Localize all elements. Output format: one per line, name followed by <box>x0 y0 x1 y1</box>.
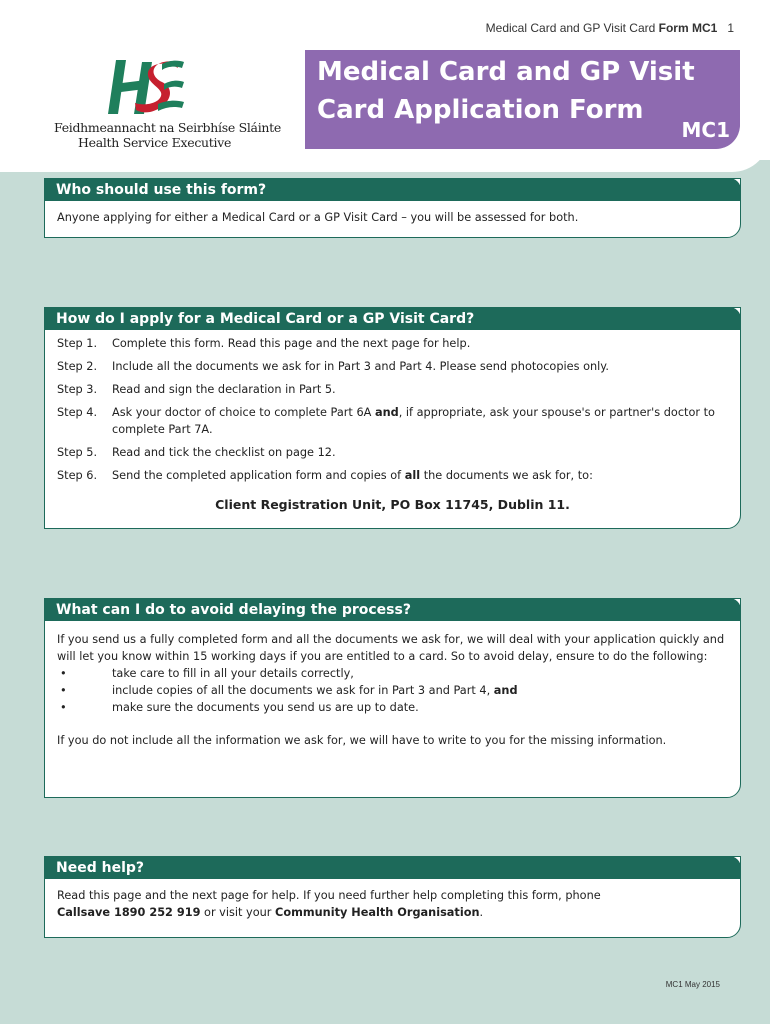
section-body <box>45 879 740 921</box>
step-text <box>112 467 728 484</box>
step-item <box>57 358 728 375</box>
step-number: Step 5. <box>57 446 98 459</box>
step-text-part: , if appropriate, ask your spouse's or partner's doctor to complete Part 7A. <box>112 406 715 436</box>
callsave-number: Callsave 1890 252 919 <box>57 906 201 919</box>
help-text-part: or visit your <box>200 906 276 919</box>
section-body <box>45 621 740 749</box>
step-item <box>57 381 728 398</box>
bullet-dot: • <box>60 684 67 697</box>
section-body <box>45 330 740 513</box>
bullet-text: make sure the documents you send us are up to date. <box>112 701 419 714</box>
step-text-bold: and <box>374 406 399 419</box>
section-how-to-apply <box>44 307 741 529</box>
running-head-text: Medical Card and GP Visit Card <box>485 21 659 35</box>
step-text-part: Ask your doctor of choice to complete Part 6A <box>112 406 375 419</box>
step-text: Include all the documents we ask for in Part 3 and Part 4. Please send photocopies only. <box>112 360 609 373</box>
step-number: Step 2. <box>57 360 98 373</box>
step-number: Step 3. <box>57 383 98 396</box>
bullet-item <box>57 699 728 716</box>
step-item <box>57 335 728 352</box>
postal-address: Client Registration Unit, PO Box 11745, Dublin 11. <box>215 497 570 512</box>
bullet-text-bold: and <box>493 684 518 697</box>
help-line2 <box>57 904 728 921</box>
bullet-text <box>112 682 518 699</box>
help-line1: Read this page and the next page for help. If you need further help completing this form, phone <box>57 889 601 902</box>
step-number: Step 4. <box>57 406 98 419</box>
help-text-part: . <box>479 906 484 919</box>
step-text-bold: all <box>404 469 421 482</box>
step-item <box>57 404 728 438</box>
step-text-part: Send the completed application form and copies of <box>112 469 405 482</box>
hse-irish-name: Feidhmeannacht na Seirbhíse Sláinte <box>54 120 281 135</box>
bullet-dot: • <box>60 701 67 714</box>
delay-outro: If you do not include all the information we ask for, we will have to write to you for the missing information. <box>57 734 667 747</box>
bullet-dot: • <box>60 667 67 680</box>
hse-logo-mark <box>106 56 186 118</box>
form-code: MC1 <box>681 118 730 142</box>
running-head <box>486 21 734 35</box>
section-avoid-delay <box>44 598 741 798</box>
step-text-part: the documents we ask for, to: <box>420 469 593 482</box>
step-item <box>57 444 728 461</box>
step-number: Step 1. <box>57 337 98 350</box>
step-item <box>57 467 728 484</box>
bullet-item <box>57 665 728 682</box>
running-head-form: Form MC1 <box>658 21 718 35</box>
bullet-text-part: include copies of all the documents we ask for in Part 3 and Part 4, <box>112 684 494 697</box>
section-heading: Who should use this form? <box>44 178 741 201</box>
form-title-box <box>305 50 740 149</box>
community-health-org: Community Health Organisation <box>275 906 480 919</box>
step-text <box>112 404 728 438</box>
section-need-help <box>44 856 741 938</box>
step-text: Read and sign the declaration in Part 5. <box>112 383 336 396</box>
step-number: Step 6. <box>57 469 98 482</box>
hse-logo <box>54 56 281 150</box>
section-heading: How do I apply for a Medical Card or a GP Visit Card? <box>44 307 741 330</box>
bullet-text: take care to fill in all your details correctly, <box>112 667 354 680</box>
who-text: Anyone applying for either a Medical Card or a GP Visit Card – you will be assessed for both. <box>57 211 579 224</box>
bullet-item <box>57 682 728 699</box>
delay-intro: If you send us a fully completed form and all the documents we ask for, we will deal with your application quickly and will let you know within 15 working days if you are entitled to a card. So to avoid delay, ensure to do the following: <box>57 633 725 663</box>
page-number: 1 <box>727 21 734 35</box>
hse-english-name: Health Service Executive <box>78 135 232 150</box>
form-title: Medical Card and GP Visit Card Application Form <box>317 57 695 125</box>
footer-code: MC1 May 2015 <box>665 980 720 989</box>
step-text: Complete this form. Read this page and the next page for help. <box>112 337 471 350</box>
step-text: Read and tick the checklist on page 12. <box>112 446 336 459</box>
section-body <box>45 201 740 226</box>
section-heading: What can I do to avoid delaying the process? <box>44 598 741 621</box>
section-who-should-use <box>44 178 741 238</box>
section-heading: Need help? <box>44 856 741 879</box>
